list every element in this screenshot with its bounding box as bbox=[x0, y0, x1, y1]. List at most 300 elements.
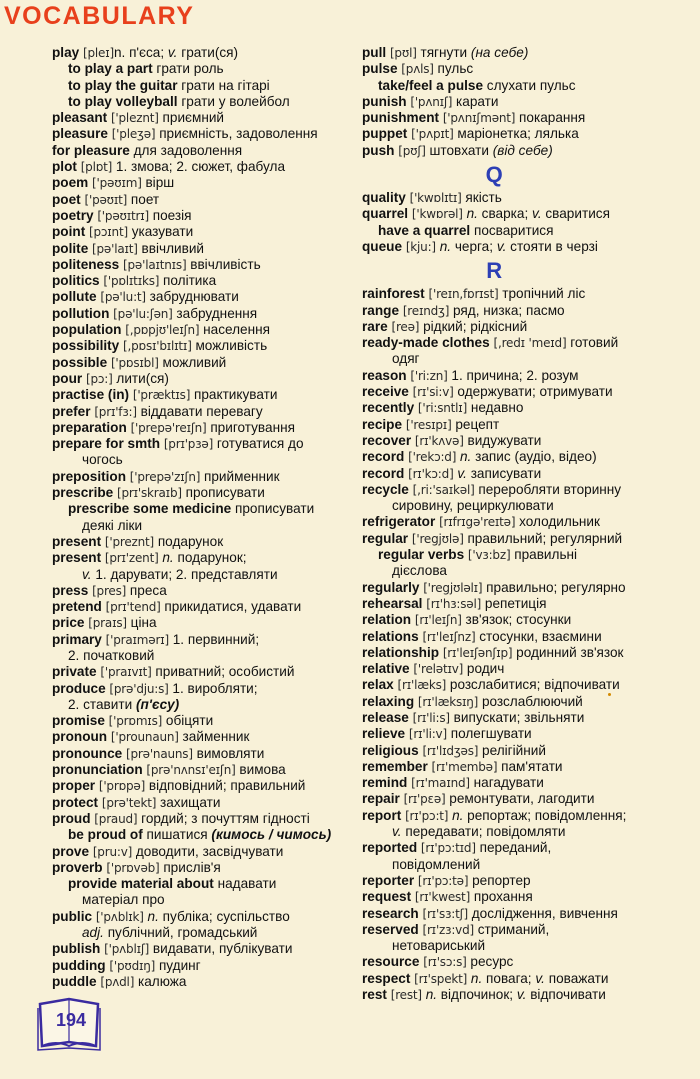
translation: доводити, засвідчувати bbox=[132, 843, 284, 859]
vocabulary-entry bbox=[362, 824, 626, 840]
headword: politeness bbox=[52, 256, 120, 272]
translation: займенник bbox=[178, 729, 250, 745]
vocabulary-entry bbox=[362, 938, 626, 954]
headword: primary bbox=[52, 631, 102, 647]
headword: proverb bbox=[52, 859, 103, 875]
transcription: [prə'tekt] bbox=[101, 795, 157, 810]
vocabulary-entry bbox=[362, 239, 626, 255]
translation: пульс bbox=[433, 61, 474, 77]
transcription: ['pʌpɪt] bbox=[411, 127, 454, 142]
headword: rainforest bbox=[362, 286, 425, 302]
vocabulary-entry bbox=[362, 710, 626, 726]
vocabulary-entry bbox=[52, 518, 331, 534]
headword: request bbox=[362, 889, 412, 905]
translation: приємний bbox=[158, 110, 225, 126]
transcription: [reə] bbox=[391, 319, 420, 334]
translation: поезія bbox=[148, 207, 192, 223]
transcription: ['relətɪv] bbox=[413, 662, 464, 677]
grammar-note: v. bbox=[82, 566, 92, 582]
transcription: [prɪ'zent] bbox=[104, 551, 159, 566]
transcription: [,ri:'saɪkəl] bbox=[412, 482, 475, 497]
headword: pleasure bbox=[52, 126, 108, 142]
transcription: [rɪ'kʌvə] bbox=[414, 433, 464, 448]
grammar-note: (від себе) bbox=[492, 142, 553, 158]
vocabulary-entry bbox=[362, 143, 626, 159]
vocabulary-entry bbox=[52, 338, 331, 354]
transcription: [rɪ'sɔ:s] bbox=[423, 955, 467, 970]
transcription: [rɪ'leɪʃənʃɪp] bbox=[442, 645, 513, 660]
vocabulary-entry bbox=[362, 840, 626, 856]
vocabulary-entry bbox=[362, 190, 626, 206]
transcription: [rɪ'pɔ:tə] bbox=[417, 873, 469, 888]
translation: прикидатися, удавати bbox=[160, 599, 302, 615]
transcription: ['preznt] bbox=[104, 534, 155, 549]
headword: take/feel a pulse bbox=[378, 77, 484, 93]
transcription: ['pʊdɪŋ] bbox=[109, 958, 156, 973]
headword: be proud of bbox=[68, 827, 143, 843]
translation: n. п'єса; bbox=[113, 45, 168, 60]
vocabulary-entry bbox=[362, 563, 626, 579]
vocabulary-entry bbox=[52, 175, 331, 191]
translation: стояти в черзі bbox=[506, 238, 598, 254]
vocabulary-entry bbox=[52, 289, 331, 305]
vocabulary-entry bbox=[52, 159, 331, 175]
headword: repair bbox=[362, 791, 400, 807]
grammar-note: v. bbox=[535, 970, 545, 986]
transcription: ['pleznt] bbox=[110, 111, 159, 126]
headword: preparation bbox=[52, 419, 127, 435]
translation: релігійний bbox=[478, 742, 546, 758]
headword: for pleasure bbox=[52, 142, 130, 158]
headword: puppet bbox=[362, 126, 408, 142]
headword: play bbox=[52, 45, 80, 60]
transcription: [rɪ'li:s] bbox=[412, 710, 450, 725]
vocabulary-entry bbox=[52, 795, 331, 811]
transcription: [pə'laɪtnɪs] bbox=[123, 257, 187, 272]
headword: relieve bbox=[362, 726, 406, 742]
translation: переданий, bbox=[475, 840, 552, 856]
translation: дієслова bbox=[392, 563, 447, 579]
vocabulary-entry bbox=[52, 958, 331, 974]
translation: готовий bbox=[566, 335, 619, 351]
transcription: [,pɒsɪ'bɪlɪtɪ] bbox=[123, 339, 192, 354]
vocabulary-entry bbox=[362, 987, 626, 1003]
vocabulary-entry bbox=[52, 452, 331, 468]
transcription: ['pəʊɪt] bbox=[84, 192, 128, 207]
headword: poetry bbox=[52, 207, 94, 223]
translation: 2. початковий bbox=[68, 647, 155, 663]
transcription: [,pɒpjʊ'leɪʃn] bbox=[125, 323, 200, 338]
vocabulary-entry bbox=[52, 615, 331, 631]
translation: матеріал про bbox=[82, 892, 165, 908]
translation: ввічливий bbox=[137, 240, 205, 256]
headword: rest bbox=[362, 987, 387, 1003]
vocabulary-entry bbox=[52, 681, 331, 697]
translation: деякі ліки bbox=[82, 517, 143, 533]
vocabulary-entry bbox=[52, 599, 331, 615]
transcription: [pʊʃ] bbox=[398, 143, 426, 158]
translation: маріонетка; лялька bbox=[453, 126, 579, 142]
transcription: [rɪ'spekt] bbox=[414, 971, 468, 986]
translation: відповідний; правильний bbox=[145, 778, 306, 794]
headword: pretend bbox=[52, 599, 102, 615]
transcription: [rɪ'sɜ:tʃ] bbox=[422, 906, 468, 921]
headword: to play a part bbox=[68, 61, 153, 77]
vocabulary-entry bbox=[52, 550, 331, 566]
headword: resource bbox=[362, 954, 420, 970]
translation: сварка; bbox=[477, 206, 533, 222]
transcription: ['pʌblɪʃ] bbox=[104, 942, 150, 957]
section-letter-r: R bbox=[486, 258, 503, 284]
translation: лити(ся) bbox=[112, 370, 169, 386]
transcription: [rɪ'li:v] bbox=[408, 727, 447, 742]
translation: гордий; з почуттям гідності bbox=[137, 810, 310, 826]
translation: правильно; регулярно bbox=[482, 579, 626, 595]
vocabulary-entry bbox=[362, 433, 626, 449]
transcription: [prə'nʌnsɪ'eɪʃn] bbox=[146, 763, 236, 778]
translation: сировину, рециркулювати bbox=[392, 498, 554, 514]
translation: тягнути bbox=[416, 45, 471, 60]
vocabulary-entry bbox=[52, 485, 331, 501]
vocabulary-entry bbox=[362, 94, 626, 110]
transcription: ['praɪvɪt] bbox=[100, 665, 152, 680]
transcription: ['prounaun] bbox=[110, 730, 179, 745]
headword: religious bbox=[362, 742, 419, 758]
translation: можливість bbox=[191, 338, 268, 354]
headword: research bbox=[362, 905, 419, 921]
translation: захищати bbox=[156, 794, 221, 810]
transcription: ['regjʊlə] bbox=[411, 531, 464, 546]
vocabulary-entry bbox=[362, 775, 626, 791]
headword: queue bbox=[362, 238, 403, 254]
translation: указувати bbox=[127, 224, 194, 240]
grammar-note: n. bbox=[466, 206, 478, 222]
headword: price bbox=[52, 615, 85, 631]
vocabulary-column-left bbox=[52, 45, 331, 990]
transcription: [rɪ'kwest] bbox=[414, 890, 471, 905]
headword: pollution bbox=[52, 305, 110, 321]
transcription: ['vɜ:bz] bbox=[467, 548, 511, 563]
vocabulary-entry bbox=[362, 726, 626, 742]
vocabulary-entry bbox=[362, 223, 626, 239]
translation: родич bbox=[463, 661, 505, 677]
vocabulary-entry bbox=[362, 677, 626, 693]
vocabulary-entry bbox=[52, 664, 331, 680]
headword: provide material about bbox=[68, 876, 214, 892]
transcription: ['præktɪs] bbox=[132, 388, 191, 403]
headword: pulse bbox=[362, 61, 398, 77]
headword: possible bbox=[52, 354, 108, 370]
transcription: [pʊl] bbox=[389, 46, 417, 60]
grammar-note: v. bbox=[496, 238, 507, 254]
translation: 2. ставити bbox=[68, 696, 136, 712]
vocabulary-entry bbox=[362, 482, 626, 498]
transcription: ['ri:sntlɪ] bbox=[417, 401, 468, 416]
vocabulary-entry bbox=[362, 922, 626, 938]
headword: population bbox=[52, 322, 122, 338]
vocabulary-entry bbox=[52, 257, 331, 273]
vocabulary-entry bbox=[362, 126, 626, 142]
vocabulary-entry bbox=[362, 303, 626, 319]
transcription: [rɪ'hɜ:səl] bbox=[426, 596, 482, 611]
vocabulary-entry bbox=[362, 514, 626, 530]
translation: поет bbox=[127, 191, 160, 207]
translation: грати у волейбол bbox=[177, 93, 290, 109]
translation: калюжа bbox=[134, 973, 187, 989]
transcription: [rɪ'zɜ:vd] bbox=[422, 922, 474, 937]
transcription: [pleɪ] bbox=[82, 46, 114, 60]
translation: нагадувати bbox=[469, 775, 544, 791]
translation: приємність, задоволення bbox=[155, 126, 318, 142]
vocabulary-entry bbox=[362, 612, 626, 628]
headword: relax bbox=[362, 677, 394, 693]
headword: prove bbox=[52, 843, 90, 859]
vocabulary-entry bbox=[52, 648, 331, 664]
headword: present bbox=[52, 533, 102, 549]
translation: публічний, громадський bbox=[103, 925, 258, 941]
vocabulary-entry bbox=[52, 192, 331, 208]
vocabulary-entry bbox=[52, 387, 331, 403]
headword: relations bbox=[362, 628, 419, 644]
translation: одержувати; отримувати bbox=[453, 384, 613, 400]
headword: record bbox=[362, 465, 405, 481]
translation: черга; bbox=[451, 238, 497, 254]
headword: regular bbox=[362, 530, 409, 546]
translation: ряд, низка; пасмо bbox=[449, 302, 565, 318]
translation: прописувати bbox=[181, 485, 265, 501]
vocabulary-entry bbox=[52, 501, 331, 517]
vocabulary-entry bbox=[362, 857, 626, 873]
transcription: ['pʌnɪʃ] bbox=[410, 94, 453, 109]
vocabulary-entry bbox=[362, 417, 626, 433]
vocabulary-entry bbox=[52, 974, 331, 990]
grammar-note: n. bbox=[439, 238, 452, 254]
translation: розслабитися; відпочивати bbox=[446, 677, 620, 693]
translation: населення bbox=[199, 322, 270, 338]
translation: прислів'я bbox=[159, 859, 221, 875]
headword: poem bbox=[52, 175, 89, 191]
translation: 1. причина; 2. розум bbox=[447, 367, 579, 383]
translation: подарунок bbox=[154, 533, 224, 549]
vocabulary-entry bbox=[52, 404, 331, 420]
grammar-note: v. bbox=[457, 465, 467, 481]
vocabulary-entry bbox=[362, 889, 626, 905]
headword: respect bbox=[362, 970, 411, 986]
vocabulary-entry bbox=[52, 860, 331, 876]
headword: public bbox=[52, 908, 93, 924]
vocabulary-entry bbox=[362, 400, 626, 416]
headword: regularly bbox=[362, 579, 420, 595]
headword: proud bbox=[52, 810, 91, 826]
translation: рідкий; рідкісний bbox=[419, 318, 528, 334]
transcription: [pə'laɪt] bbox=[92, 241, 138, 256]
headword: prescribe some medicine bbox=[68, 501, 232, 517]
vocabulary-entry bbox=[362, 954, 626, 970]
grammar-note: (кимось / чимось) bbox=[211, 827, 332, 843]
translation: стриманий, bbox=[473, 921, 550, 937]
headword: remember bbox=[362, 758, 428, 774]
transcription: ['prɒvəb] bbox=[106, 860, 160, 875]
transcription: [rɪ'pɔ:t] bbox=[405, 808, 449, 823]
page-number: 194 bbox=[56, 1010, 87, 1030]
headword: recipe bbox=[362, 416, 403, 432]
vocabulary-entry bbox=[362, 384, 626, 400]
translation: пишатися bbox=[142, 827, 212, 843]
printing-speck bbox=[608, 693, 611, 696]
headword: to play the guitar bbox=[68, 77, 178, 93]
headword: relationship bbox=[362, 644, 440, 660]
transcription: [rɪ'si:v] bbox=[412, 385, 454, 400]
translation: 1. змова; 2. сюжет, фабула bbox=[112, 159, 286, 175]
grammar-note: n. bbox=[147, 908, 159, 924]
headword: poet bbox=[52, 191, 81, 207]
vocabulary-entry bbox=[362, 78, 626, 94]
transcription: [prɪ'fɜ:] bbox=[94, 404, 137, 419]
vocabulary-entry bbox=[362, 286, 626, 302]
vocabulary-entry bbox=[362, 580, 626, 596]
translation: переробляти вторинну bbox=[474, 481, 622, 497]
translation: пам'ятати bbox=[497, 758, 563, 774]
headword: produce bbox=[52, 680, 106, 696]
transcription: ['pʌblɪk] bbox=[95, 909, 144, 924]
transcription: [praɪs] bbox=[88, 616, 127, 631]
headword: recover bbox=[362, 432, 412, 448]
transcription: ['kwɒlɪtɪ] bbox=[409, 191, 462, 206]
vocabulary-entry bbox=[362, 335, 626, 351]
translation: репетиція bbox=[481, 595, 547, 611]
translation: готуватися до bbox=[213, 436, 304, 452]
headword: practise (in) bbox=[52, 387, 130, 403]
translation: чогось bbox=[82, 452, 123, 468]
translation: ресурс bbox=[466, 954, 514, 970]
translation: для задоволення bbox=[129, 142, 243, 158]
translation: правильні bbox=[510, 547, 578, 563]
transcription: [plɒt] bbox=[80, 160, 113, 175]
headword: present bbox=[52, 550, 102, 566]
translation: забруднювати bbox=[145, 289, 239, 305]
transcription: [prɪ'pɜə] bbox=[163, 437, 214, 452]
headword: preposition bbox=[52, 468, 127, 484]
vocabulary-entry bbox=[362, 110, 626, 126]
translation: репортер bbox=[468, 872, 531, 888]
transcription: [rɪ'lɪdʒəs] bbox=[422, 743, 479, 758]
headword: punish bbox=[362, 93, 407, 109]
vocabulary-entry bbox=[52, 61, 331, 77]
headword: possibility bbox=[52, 338, 120, 354]
transcription: ['pʌnɪʃmənt] bbox=[442, 111, 516, 126]
grammar-note: v. bbox=[167, 45, 178, 60]
headword: protect bbox=[52, 794, 99, 810]
vocabulary-entry bbox=[52, 567, 331, 583]
vocabulary-entry bbox=[362, 498, 626, 514]
translation: випускати; звільняти bbox=[449, 709, 585, 725]
vocabulary-entry bbox=[362, 449, 626, 465]
translation: посваритися bbox=[470, 222, 554, 238]
translation: прописувати bbox=[231, 501, 315, 517]
transcription: [pru:v] bbox=[92, 844, 133, 859]
vocabulary-entry bbox=[52, 909, 331, 925]
headword: rehearsal bbox=[362, 595, 423, 611]
transcription: [rɪfrɪgə'reɪtə] bbox=[439, 515, 516, 530]
grammar-note: adj. bbox=[82, 925, 104, 941]
vocabulary-entry bbox=[52, 143, 331, 159]
grammar-note: n. bbox=[452, 807, 464, 823]
translation: 1. дарувати; 2. представляти bbox=[91, 566, 278, 582]
vocabulary-entry bbox=[52, 583, 331, 599]
translation: родинний зв'язок bbox=[512, 644, 624, 660]
headword: pull bbox=[362, 45, 387, 60]
headword: pour bbox=[52, 370, 83, 386]
headword: recently bbox=[362, 400, 415, 416]
transcription: [rɪ'læksɪŋ] bbox=[417, 694, 479, 709]
vocabulary-entry bbox=[52, 746, 331, 762]
transcription: [pɔ:] bbox=[85, 371, 113, 386]
translation: розслаблюючий bbox=[478, 693, 583, 709]
vocabulary-entry bbox=[52, 78, 331, 94]
headword: prepare for smth bbox=[52, 436, 161, 452]
transcription: ['rekɔ:d] bbox=[408, 450, 457, 465]
translation: стосунки, взаємини bbox=[475, 628, 602, 644]
translation: вимова bbox=[235, 762, 286, 778]
headword: relation bbox=[362, 612, 412, 628]
headword: prefer bbox=[52, 403, 91, 419]
transcription: [rɪ'membə] bbox=[431, 759, 498, 774]
headword: reported bbox=[362, 840, 418, 856]
transcription: [rɪ'pɛə] bbox=[403, 792, 446, 807]
headword: remind bbox=[362, 775, 408, 791]
vocabulary-entry bbox=[362, 694, 626, 710]
vocabulary-entry bbox=[52, 925, 331, 941]
vocabulary-entry bbox=[52, 371, 331, 387]
transcription: [rɪ'pɔ:tɪd] bbox=[420, 841, 476, 856]
translation: відпочивати bbox=[526, 987, 606, 1003]
transcription: ['praɪmərɪ] bbox=[105, 632, 169, 647]
translation: віддавати перевагу bbox=[136, 403, 263, 419]
transcription: [rɪ'maɪnd] bbox=[411, 776, 470, 791]
vocabulary-entry bbox=[362, 743, 626, 759]
headword: punishment bbox=[362, 110, 440, 126]
transcription: [pʌdl] bbox=[100, 974, 135, 989]
transcription: ['prɒpə] bbox=[98, 779, 146, 794]
vocabulary-entry bbox=[362, 808, 626, 824]
vocabulary-entry bbox=[52, 892, 331, 908]
grammar-note: (на себе) bbox=[470, 45, 529, 60]
translation: практикувати bbox=[190, 387, 278, 403]
vocabulary-entry bbox=[52, 729, 331, 745]
vocabulary-entry bbox=[362, 873, 626, 889]
translation: грати роль bbox=[152, 61, 224, 77]
translation: прохання bbox=[470, 889, 533, 905]
vocabulary-entry bbox=[52, 697, 331, 713]
transcription: [,redɪ 'meɪd] bbox=[493, 336, 567, 351]
transcription: [pə'lu:ʃən] bbox=[113, 306, 173, 321]
headword: reporter bbox=[362, 872, 415, 888]
headword: promise bbox=[52, 713, 105, 729]
transcription: [kju:] bbox=[405, 239, 436, 254]
vocabulary-entry bbox=[362, 466, 626, 482]
transcription: ['pɒsɪbl] bbox=[110, 355, 159, 370]
vocabulary-entry bbox=[362, 906, 626, 922]
transcription: [rɪ'leɪʃnz] bbox=[422, 629, 476, 644]
transcription: [prɪ'tend] bbox=[105, 600, 161, 615]
vocabulary-entry bbox=[362, 645, 626, 661]
translation: повага; bbox=[482, 970, 536, 986]
translation: передавати; повідомляти bbox=[401, 824, 566, 840]
vocabulary-entry bbox=[52, 778, 331, 794]
vocabulary-entry bbox=[52, 469, 331, 485]
headword: range bbox=[362, 302, 400, 318]
translation: полегшувати bbox=[446, 726, 532, 742]
